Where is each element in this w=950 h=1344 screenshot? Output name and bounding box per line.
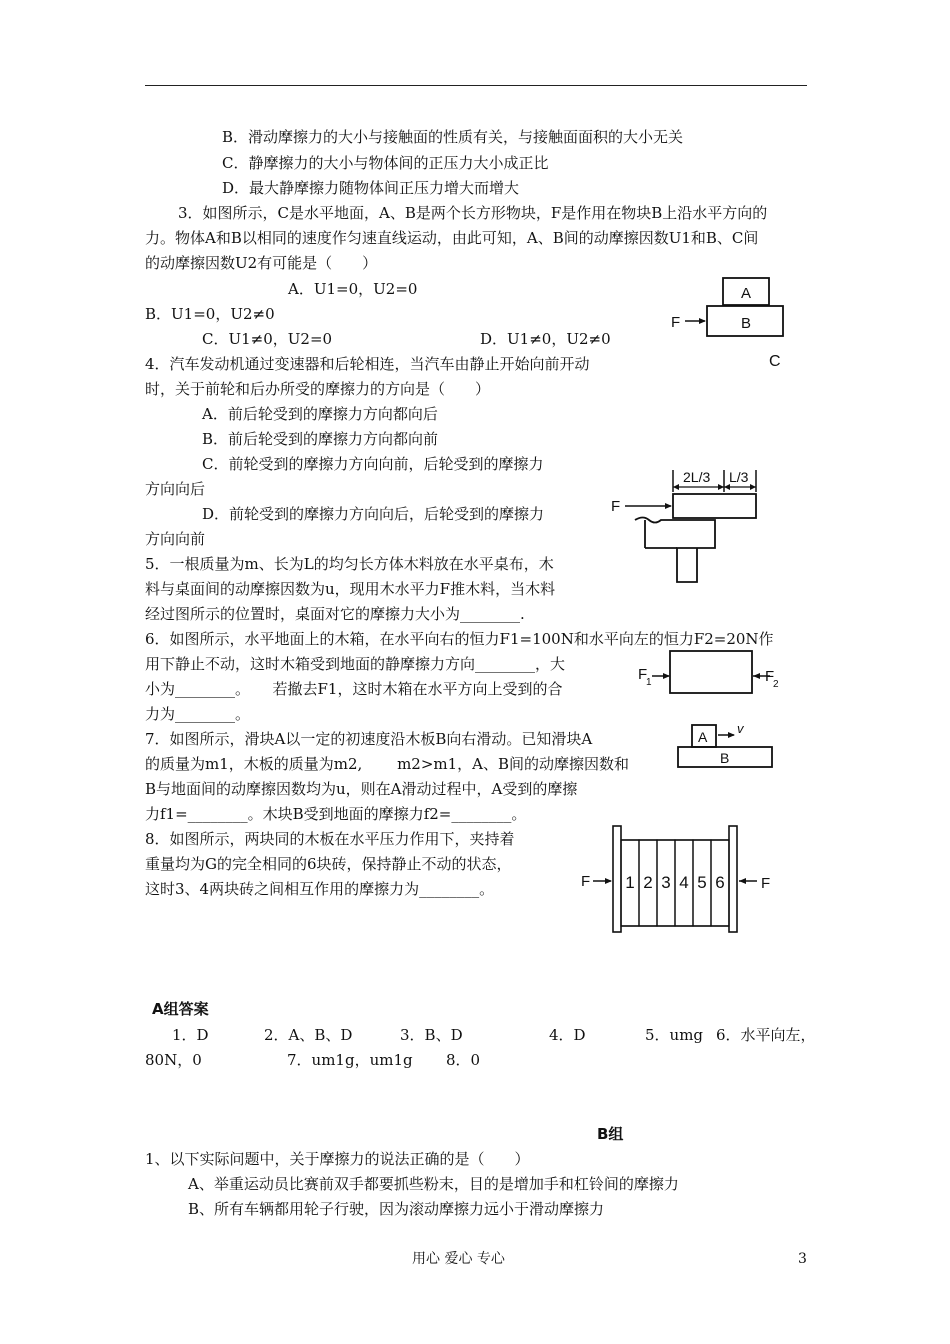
q3-fig-label-b: B xyxy=(741,315,752,332)
brick-label-1: 1 xyxy=(625,873,635,892)
q7-stem-2: 的质量为m1，木板的质量为m2, m2>m1，A、B间的动摩擦因数和 xyxy=(145,755,630,773)
q7-fig-label-v: v xyxy=(737,721,744,736)
q4-option-c-1: C．前轮受到的摩擦力方向向前，后轮受到的摩擦力 xyxy=(202,455,544,473)
q6-stem-3: 小为________。 若撤去F1，这时木箱在水平方向上受到的合 xyxy=(145,680,563,698)
q8-fig-label-f-left: F xyxy=(581,873,591,890)
answer-a-7: 7．um1g，um1g xyxy=(287,1051,413,1069)
brick-label-4: 4 xyxy=(679,873,689,892)
brick-label-6: 6 xyxy=(715,873,725,892)
q7-stem-3: B与地面间的动摩擦因数均为u，则在A滑动过程中，A受到的摩擦 xyxy=(145,780,578,798)
brick-label-5: 5 xyxy=(697,873,707,892)
brick-label-2: 2 xyxy=(643,873,653,892)
q3-option-d: D．U1≠0，U2≠0 xyxy=(480,330,611,348)
brick-label-3: 3 xyxy=(661,873,671,892)
q6-stem-2: 用下静止不动，这时木箱受到地面的静摩擦力方向________，大 xyxy=(145,655,566,673)
q6-fig-label-f1-sub: 1 xyxy=(646,677,652,688)
group-b-q1-stem: 1、以下实际问题中，关于摩擦力的说法正确的是（ ） xyxy=(145,1150,530,1168)
q3-option-b: B．U1=0，U2≠0 xyxy=(145,305,275,323)
q5-figure-plank-on-table xyxy=(605,462,775,587)
q8-stem-2: 重量均为G的完全相同的6块砖，保持静止不动的状态， xyxy=(145,855,512,873)
q7-fig-label-a: A xyxy=(698,729,708,745)
q5-stem-2: 料与桌面间的动摩擦因数为u，现用木水平力F推木料，当木料 xyxy=(145,580,556,598)
q6-fig-label-f1: F xyxy=(638,666,648,683)
q6-stem-1: 6．如图所示，水平地面上的木箱，在水平向右的恒力F1=100N和水平向左的恒力F2=20N作 xyxy=(145,630,774,648)
q3-option-c: C．U1≠0，U2=0 xyxy=(202,330,333,348)
answer-a-3: 3．B、D xyxy=(400,1026,463,1044)
q4-option-d-1: D．前轮受到的摩擦力方向向后，后轮受到的摩擦力 xyxy=(202,505,545,523)
option-b-prev: B．滑动摩擦力的大小与接触面的性质有关，与接触面面积的大小无关 xyxy=(222,128,684,146)
q4-option-b: B．前后轮受到的摩擦力方向都向前 xyxy=(202,430,439,448)
q5-fig-label-f: F xyxy=(611,498,621,515)
answer-a-4: 4．D xyxy=(549,1026,586,1044)
q6-fig-label-f2: F xyxy=(765,668,775,685)
q7-fig-label-b: B xyxy=(720,750,730,766)
q4-option-d-2: 方向向前 xyxy=(145,530,206,548)
page-number: 3 xyxy=(798,1251,807,1267)
q3-fig-label-a: A xyxy=(741,285,752,302)
option-c-prev: C．静摩擦力的大小与物体间的正压力大小成正比 xyxy=(222,154,549,172)
q7-stem-4: 力f1=________。木块B受到地面的摩擦力f2=________。 xyxy=(145,805,527,823)
q3-option-a: A．U1=0，U2=0 xyxy=(288,280,418,298)
q6-stem-4: 力为________。 xyxy=(145,705,251,723)
q3-fig-label-f: F xyxy=(671,314,681,331)
answer-a-8: 8．0 xyxy=(446,1051,481,1069)
q3-stem-1: 3．如图所示，C是水平地面，A、B是两个长方形物块，F是作用在物块B上沿水平方向的 xyxy=(178,204,768,222)
q8-fig-label-f-right: F xyxy=(761,875,771,892)
header-rule xyxy=(145,85,807,86)
answers-a-title: A组答案 xyxy=(152,1000,209,1018)
q3-stem-3: 的动摩擦因数U2有可能是（ ） xyxy=(145,254,378,272)
answer-a-2: 2．A、B、D xyxy=(264,1026,353,1044)
q5-stem-1: 5．一根质量为m、长为L的均匀长方体木料放在水平桌布，木 xyxy=(145,555,554,573)
q4-stem-1: 4．汽车发动机通过变速器和后轮相连，当汽车由静止开始向前开动 xyxy=(145,355,590,373)
q8-stem-1: 8．如图所示，两块同的木板在水平压力作用下，夹持着 xyxy=(145,830,515,848)
q5-stem-3: 经过图所示的位置时，桌面对它的摩擦力大小为________. xyxy=(145,605,525,623)
q5-fig-label-2l3: 2L/3 xyxy=(683,469,711,485)
q8-figure-bricks xyxy=(575,822,805,937)
q7-figure-slider-board xyxy=(672,715,792,775)
q7-stem-1: 7．如图所示，滑块A以一定的初速度沿木板B向右滑动。已知滑块A xyxy=(145,730,593,748)
q3-figure-blocks xyxy=(665,272,805,377)
answer-a-1: 1．D xyxy=(172,1026,209,1044)
group-b-q1-option-a: A、举重运动员比赛前双手都要抓些粉末，目的是增加手和杠铃间的摩擦力 xyxy=(188,1175,679,1193)
q4-option-c-2: 方向向后 xyxy=(145,480,206,498)
answer-a-6: 6．水平向左， xyxy=(716,1026,816,1044)
footer-motto: 用心 爱心 专心 xyxy=(412,1251,505,1267)
answer-a-5: 5．umg xyxy=(645,1026,704,1044)
q5-fig-label-l3: L/3 xyxy=(729,469,749,485)
q3-fig-label-c: C xyxy=(769,353,781,370)
group-b-q1-option-b: B、所有车辆都用轮子行驶，因为滚动摩擦力远小于滑动摩擦力 xyxy=(188,1200,605,1218)
q8-stem-3: 这时3、4两块砖之间相互作用的摩擦力为________。 xyxy=(145,880,495,898)
q6-figure-box-forces xyxy=(630,645,790,705)
q4-option-a: A．前后轮受到的摩擦力方向都向后 xyxy=(202,405,438,423)
option-d-prev: D．最大静摩擦力随物体间正压力增大而增大 xyxy=(222,179,520,197)
q4-stem-2: 时，关于前轮和后办所受的摩擦力的方向是（ ） xyxy=(145,380,491,398)
group-b-title: B组 xyxy=(597,1125,624,1143)
q6-fig-label-f2-sub: 2 xyxy=(773,679,779,690)
answer-a-6-cont: 80N，0 xyxy=(145,1051,202,1069)
q3-stem-2: 力。物体A和B以相同的速度作匀速直线运动，由此可知，A、B间的动摩擦因数U1和B、C间 xyxy=(145,229,759,247)
